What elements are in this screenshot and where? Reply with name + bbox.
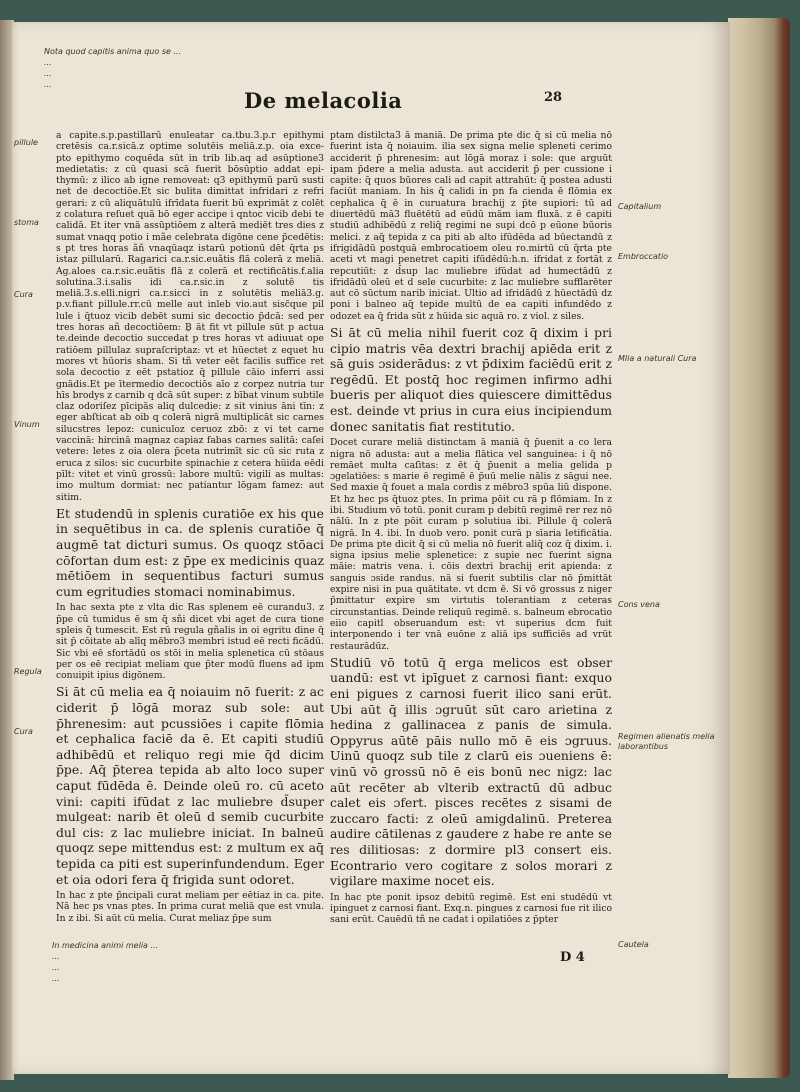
margin-note: Capitalium xyxy=(618,202,662,211)
text-paragraph: a capite.s.p.pastillarū enuleatar ca.tbu.3.p.r epithymi cretēsis ca.r.sicā.z optime solutēis meliā.z.p. oia exce- pto epithymo coquēda sūt in trib lib.aq ad əsūptione3 medietatis: z cū quasi scā fuerit bōsūptio addat epi- thymū: z ilico ab igne removeat: q3 epithymū parū susti net de decoctiōe.Et sic bulita dimittat infridari z refri gerari: z cū aliquātulū ifrīdata fuerit bū exprimāt z colēt z colatura reſuet quā bō eger accipe i qntoc vicib debi te calidā. Et iter vnā assūptiōem z alterā mediēt tres dies z sumat vnaqq potio i mãe celebrata digōne cene p̄cedētis: s pt tres horas ãñ vnaqūaqz istarū potionū dēt q̄rta ps istaz pillularū. Ragarici ca.r.sic.euãtis flā colerā z meliā. Ag.aloes ca.r.sic.euãtis flā z colerā et rectificātis.f.alia solutina.3.i.salis idi ca.r.sic.in z solutē tis meliā.3.s.elli.nigri ca.r.sicci in z solutētis meliā3.g. p.v.fiant pillule.rr.cū melle aut inleb vio.aut sisc̃que pil lule i q̄tuoz vicib debēt sumi sic decoctio p̄dcā: sed per tres horas añ decoctiōem: Ḇ āt fit vt pillule sūt p actua te.deinde decoctio succedat p tres horas vt adiuuat ope ratiōem pillulaz supraſcriptaz: vt et hūectet z equet hu mores vt hūoris sham. Si tñ veter eēt facilis suffice ret sola decoctio z eēt pstatioz q̄ pillule cāio inferri assi gnādis.Et pe ītermedio decoctiōs aīo z corpez nutria tur hīs brodys z carnib q dcā sūt super: z bībat vinum subtile claz odoriſez pīcipās aliq dulcedie: z sit vinius āni tīn: z eger abſticat ab oib q colerā nigrā multiplicāt sic carnes silucstres lepoz: cuniculoz ceruoz zbō: z vi tet carne vaccinā: hircinā magnaz capiaz fabas carnes salitā: caſei vetere: letes z oia olera p̄ceta nutrimīt sic cū sic ruta z eruca z silos: sic cucurbite spinachie z cetera hūida eēdi pīlt: vitet et vinū grossū: labore multū: vigili as multas: imo multum dormiat: nec patiantur lōgam famez: aut sitim. xyxy=(56,130,324,503)
text-paragraph: Studiū vō totū q̄ erga melicos est obser uandū: est vt ipīguet z carnosi fiant: exquo eni pigues z carnosi fuerit ilico sani erūt. Ubi aūt q̄ illis ɔgruūt sūt caro arietina z hedina z gallinacea z panis de simula. Oppyrus aūtē pāis nullo mō ē eis ɔgruus. Uinū quoqz sub tile z clarū eis ɔueniens ē: vinū vō grossū nō ē eis bonū nec nigz: lac aūt recēter ab vlterib extractū dū adbuc calet eis ɔfert. pisces recētes z sisami de zuccaro facti: z oleū amigdalinū. Preterea audire cātilenas z gaudere z habe re ante se res dilitiosas: z dormire pl3 consert eis. Econtrario vero cogitare z solos morari z vigilare maxime nocet eis. xyxy=(330,654,612,889)
page-heading: De melacolia xyxy=(244,88,403,113)
handwritten-bottom-notes xyxy=(52,940,312,984)
margin-note: stoma xyxy=(14,218,39,227)
margin-note: Cura xyxy=(14,727,33,736)
text-paragraph: Docet curare meliā distinctam ā maniā q̄ p̄uenit a co lera nigra nō adusta: aut a melia flātica vel sanguinea: i q̄ nō remāet multa caſitas: z ēt q̄ p̄uenit a melia gelida p ɔgelatiōes: s marie ē regimē ē p̄uū melie nālis z sāgui nee. Sed maxie q̄ fouet a mala cordis z mēbro3 spūa liū dispone. Et hz hec ps q̄tuoz ptes. In prima pōit cu rā p flōmiam. In z ibi. Studium vō totū. ponit curam p debitū regimē rer rez nō nālū. In z pte pōit curam p solutiua ibi. Pillule q̄ colerā nigrā. In 4. ibi. In duob vero. ponit curā p sīaria letificātia. De prima pte dicit q̄ si cū melia nō fuerit aliq̄ coz q̄ dixim. i. signa ipsius melie splenetice: z supie nec fuerint signa māie: matris vena. i. cōis dextri brachij erit apienda: z sanguis ɔside randus. nā si fuerit subtilis clar nō p̄mittāt expire nisi in pua quātitate. vt dcm ē. Si vō grossus z niger p̄mittatur expire sm virtutis tolerantiam z ceteras circunstantias. Deinde reliquū regimē. s. balneum ebrocatio eiio capitl obseruandum est: vt superius dcm fuit interponendo i ter vnā euōne z aliā ips sufficiēs ad vrūt restaurādūz. xyxy=(330,437,612,652)
text-paragraph: In hac sexta pte z vlta dic Ras splenem eē curandu3. z p̄pe cū tumidus ē sm q̄ sñi dicet vbi aget de cura tione spleis q̄ tumescit. Est rū regula gñalis in oi egritu dine q̄ sit p̄ cōitate ab alīq mēbro3 membri istud eē recti ficādū. Sic vbi eē sfortādū os stōi in melia splenetica cū stōaus per os eē recipiat meliam que p̄ter modū fluens ad ipm conuipit ipius digōnem. xyxy=(56,602,324,682)
margin-note: Cons vena xyxy=(618,600,660,609)
margin-note: Cura xyxy=(14,290,33,299)
text-paragraph: Si āt cū melia nihil fuerit coz q̄ dixim i pri cipio matris vēa dextri brachij apiēda erit z sā guis ɔsiderādus: z vt p̄dixim faciēdū erit z regēdū. Et postq̄ hoc regimen infirmo adhi bueris per aliquot dies quiescere dimittēdus est. deinde vt prius in cura eius incipiendum donec sanitatis fiat restitutio. xyxy=(330,325,612,434)
text-column-left xyxy=(56,130,324,927)
page-number: 28 xyxy=(544,90,563,105)
margin-note: Regula xyxy=(14,667,42,676)
text-paragraph: ptam distilcta3 ā maniā. De prima pte dic q̄ si cū melia nō fuerint ista q̄ noiauim. ilia sex signa melie spleneti cerimo acciderit p̄ phrenesim: aut lōgā moraz i sole: que arguūt ipam p̄dere a melia adusta. aut acciderit p̄ per cussione i capite: q̄ quos būores cali ad capit attrahūt: q̄ postea adusti faciūt maniam. In his q̄ calidi in pn fa cienda ē flōmia ex cephalica q̄ ē in curuatura brachij z p̄te supiori: tū ad diuertēdū mā3 fluētētū ad eūdū mām iam fluxā. z ē capiti studiū adhibēdū z reliq̄ regimi ne supi dcō p eūone būoris melici. z aq̄ tepida z ca piti ab alto ifūdēda ad būectandū z ifrigidādū postquā embrocatioem oleu ro.mirtū cū q̄rta pte aceti vt magi penetret capiti ifūdēdū:h.n. ifridat z fortāt z repcutiūt: z d̄sup lac muliebre ifūdat ad humectādū z ifridādū oleū et d sele cucurbite: z lac muliebre sufflarēter aut cō sūctum narib iniciat. Ultio ad ifridādū z hūectādū dz poni i balneo aq̄ tepide multū de ea capiti infundēdo z odozet ea q̄ frida sūt z hūida sic aquā ro. z viol. z siles. xyxy=(330,130,612,322)
margin-note: pillule xyxy=(14,138,38,147)
margin-note: Embroccatio xyxy=(618,252,669,261)
text-paragraph: In hac pte ponit ipsoz debitū regimē. Est eni studēdū vt ipinguet z carnosi fiant. Exq.n. pingues z carnosi fue rit ilico sani erūt. Cauēdū tñ ne cadat i opilatiōes z p̄pter xyxy=(330,891,612,926)
handwritten-line: In medicina animi melia ... xyxy=(52,941,159,950)
text-paragraph: Et studendū in splenis curatiōe ex his que in sequētibus in ca. de splenis curatiōe q̄ augmē tat dicturi sumus. Os quoqz stōaci cōfortan dum est: z p̄pe ex medicinis quaz mētiōem in sequentibus facturi sumus cum egritudies stomaci nominabimus. xyxy=(56,505,324,599)
handwritten-top-notes xyxy=(44,46,344,90)
signature-mark: D 4 xyxy=(560,950,585,965)
handwritten-line: Nota quod capitis anima quo se ... xyxy=(44,47,182,56)
handwritten-line: ... xyxy=(52,963,60,972)
book-fore-edge-right xyxy=(728,18,790,1078)
text-column-right xyxy=(330,130,612,929)
handwritten-line: ... xyxy=(44,80,52,89)
margin-note: Mlia a naturali Cura xyxy=(618,354,697,363)
handwritten-line: ... xyxy=(44,58,52,67)
text-paragraph: Si āt cū melia ea q̄ noiauim nō fuerit: z ac ciderit p̄ lōgā moraz sub sole: aut p̄hrenesim: aut pcussiōes i capite flōmia et cephalica faciē da ē. Et capiti studiū adhibēdū et reliquo regi mie q̄d dicim p̄pe. Aq̄ p̄terea tepida ab alto loco super caput fūdēda ē. Deinde oleū ro. cū aceto vini: capiti ifūdat z lac muliebre d̄super mulgeat: narib ēt oleū d semib cucurbite dul cis: z lac muliebre iniciat. In balneū quoqz sepe mittendus est: z multum ex aq̄ tepida ca piti est superinfundendum. Eger et oia odori fera q̄ frigida sunt odoret. xyxy=(56,684,324,887)
book-page xyxy=(12,22,730,1074)
margin-note: Cautela xyxy=(618,940,649,949)
handwritten-line: ... xyxy=(52,974,60,983)
handwritten-line: ... xyxy=(52,952,60,961)
text-paragraph: In hac z pte p̄ncipali curat meliam per eētiaz in ca. pite. Nā hec ps vnas ptes. In prima curat meliā que est vnula. In z ibi. Si aūt cū melia. Curat meliaz p̄pe sum xyxy=(56,890,324,924)
handwritten-line: ... xyxy=(44,69,52,78)
margin-note: Regimen alienatis melia laborantibus xyxy=(618,732,715,751)
margin-note: Vinum xyxy=(14,420,40,429)
